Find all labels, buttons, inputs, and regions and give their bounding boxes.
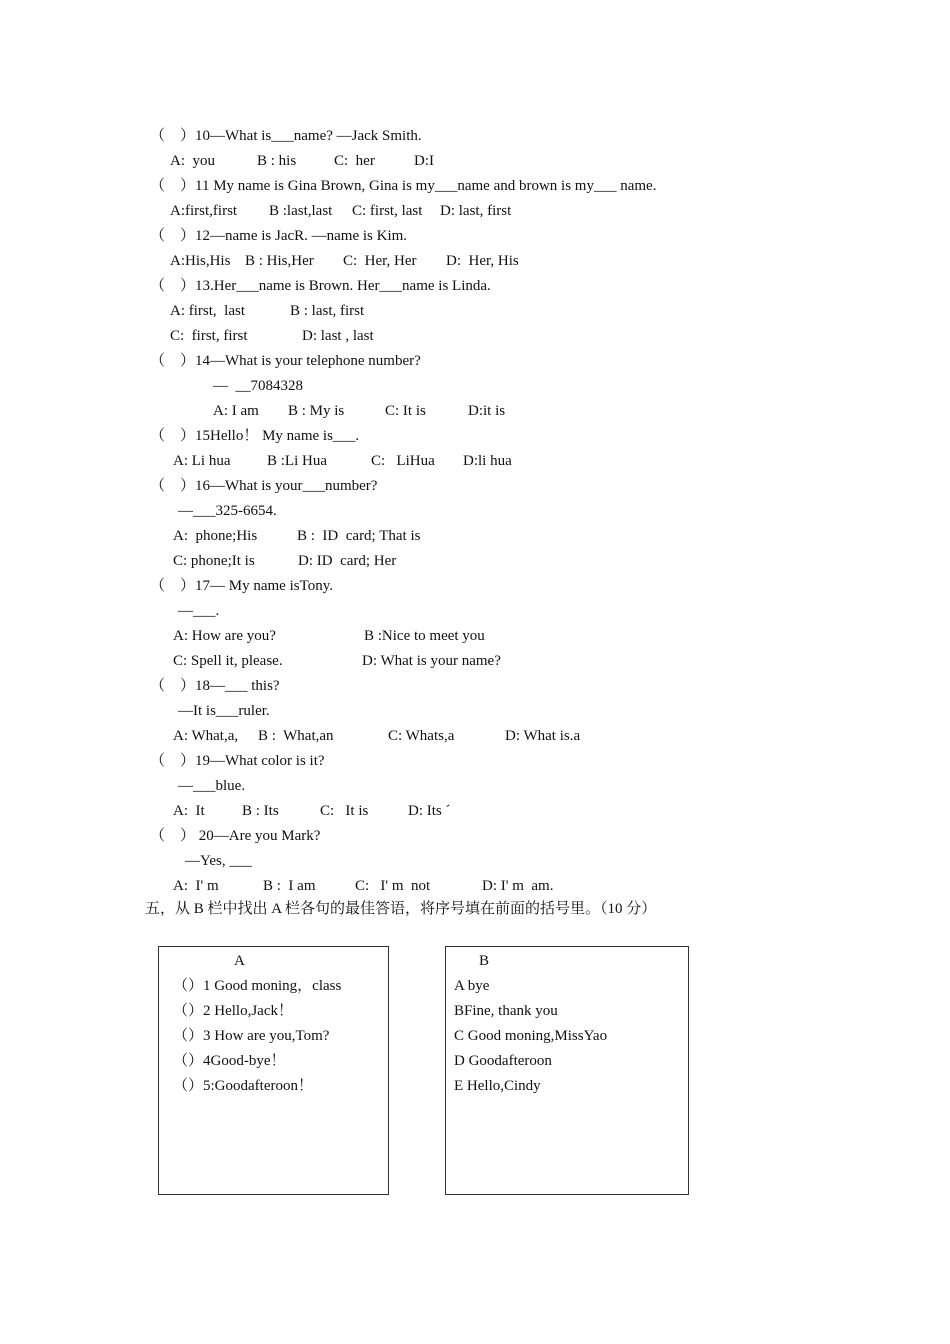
question-20-option-d: D: I' m am. [482, 878, 554, 894]
question-14-option-a: A: I am [213, 403, 259, 419]
question-10-option-b: B : his [257, 153, 297, 169]
question-17-option-b: B :Nice to meet you [364, 628, 485, 644]
question-13-option-a: A: first, last [170, 303, 245, 319]
question-16-reply: —___325-6654. [178, 503, 277, 519]
question-13-stem: （ ）13.Her___name is Brown. Her___name is Linda. [150, 278, 491, 294]
column-a-item-3: （）3 How are you,Tom? [173, 1028, 330, 1044]
question-19-option-c: C: It is [320, 803, 369, 819]
question-20-stem: （ ） 20—Are you Mark? [150, 828, 321, 844]
question-10-option-c: C: her [334, 153, 375, 169]
question-19-reply: —___blue. [178, 778, 246, 794]
question-20-option-a: A: I' m [173, 878, 219, 894]
column-b-item-b: BFine, thank you [454, 1003, 558, 1019]
question-19-stem: （ ）19—What color is it? [150, 753, 325, 769]
question-16-option-b: B : ID card; That is [297, 528, 421, 544]
question-18-stem: （ ）18—___ this? [150, 678, 280, 694]
question-14-option-d: D:it is [468, 403, 506, 419]
question-14-stem: （ ）14—What is your telephone number? [150, 353, 421, 369]
question-15-stem: （ ）15Hello！ My name is___. [150, 428, 360, 444]
column-b-box [445, 946, 689, 1195]
question-20-option-c: C: I' m not [355, 878, 431, 894]
question-12-option-c: C: Her, Her [343, 253, 417, 269]
question-14-option-c: C: It is [385, 403, 426, 419]
question-10-option-d: D:I [414, 153, 434, 169]
column-a-box [158, 946, 389, 1195]
question-19-option-d: D: Its ˊ [408, 803, 451, 819]
question-16-option-c: C: phone;It is [173, 553, 255, 569]
question-12-option-a: A:His,His [170, 253, 231, 269]
question-17-reply: —___. [178, 603, 220, 619]
question-11-option-d: D: last, first [440, 203, 512, 219]
question-18-reply: —It is___ruler. [178, 703, 270, 719]
question-20-reply: —Yes, ___ [185, 853, 252, 869]
question-18-option-b: B : What,an [258, 728, 334, 744]
column-b-item-d: D Goodafteroon [454, 1053, 552, 1069]
question-16-stem: （ ）16—What is your___number? [150, 478, 378, 494]
question-14-reply: — __7084328 [213, 378, 303, 394]
question-11-option-a: A:first,first [170, 203, 238, 219]
question-13-option-b: B : last, first [290, 303, 365, 319]
question-10-stem: （ ）10—What is___name? —Jack Smith. [150, 128, 422, 144]
question-13-option-d: D: last , last [302, 328, 374, 344]
question-17-option-a: A: How are you? [173, 628, 276, 644]
question-17-option-c: C: Spell it, please. [173, 653, 283, 669]
column-b-item-c: C Good moning,MissYao [454, 1028, 608, 1044]
question-12-option-d: D: Her, His [446, 253, 519, 269]
question-11-stem: （ ）11 My name is Gina Brown, Gina is my___name and brown is my___ name. [150, 178, 657, 194]
question-15-option-a: A: Li hua [173, 453, 231, 469]
question-19-option-a: A: It [173, 803, 205, 819]
question-15-option-b: B :Li Hua [267, 453, 327, 469]
column-a-item-1: （）1 Good moning，class [173, 978, 342, 994]
question-11-option-c: C: first, last [352, 203, 423, 219]
question-11-option-b: B :last,last [269, 203, 333, 219]
section-5-heading: 五，从 B 栏中找出 A 栏各句的最佳答语，将序号填在前面的括号里。（10 分） [145, 901, 657, 917]
column-a-header: A [234, 953, 245, 969]
question-15-option-d: D:li hua [463, 453, 512, 469]
column-a-item-5: （）5:Goodafteroon！ [173, 1078, 313, 1094]
question-10-option-a: A: you [170, 153, 215, 169]
question-12-stem: （ ）12—name is JacR. —name is Kim. [150, 228, 408, 244]
column-a-item-2: （）2 Hello,Jack！ [173, 1003, 293, 1019]
question-17-stem: （ ）17— My name isTony. [150, 578, 333, 594]
question-13-option-c: C: first, first [170, 328, 248, 344]
question-16-option-d: D: ID card; Her [298, 553, 397, 569]
column-b-header: B [479, 953, 490, 969]
column-b-item-e: E Hello,Cindy [454, 1078, 541, 1094]
question-19-option-b: B : Its [242, 803, 279, 819]
question-18-option-a: A: What,a, [173, 728, 239, 744]
question-16-option-a: A: phone;His [173, 528, 258, 544]
column-a-item-4: （）4Good-bye！ [173, 1053, 286, 1069]
question-20-option-b: B : I am [263, 878, 316, 894]
question-12-option-b: B : His,Her [245, 253, 314, 269]
question-14-option-b: B : My is [288, 403, 345, 419]
question-17-option-d: D: What is your name? [362, 653, 501, 669]
column-b-item-a: A bye [454, 978, 490, 994]
question-18-option-d: D: What is.a [505, 728, 581, 744]
question-18-option-c: C: Whats,a [388, 728, 455, 744]
question-15-option-c: C: LiHua [371, 453, 435, 469]
